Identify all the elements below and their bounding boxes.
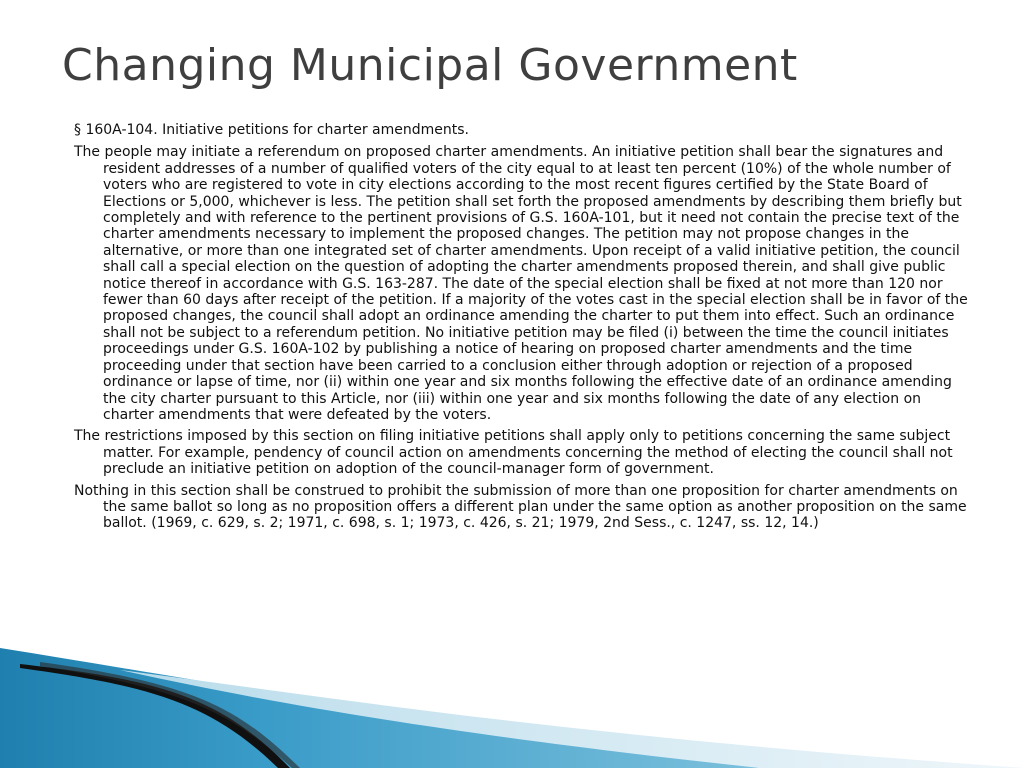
decorative-swoosh [0,640,1024,768]
statute-heading: § 160A-104. Initiative petitions for charter amendments. [74,122,469,138]
paragraph-2: The restrictions imposed by this section on filing initiative petitions shall apply only to petitions concerning the same subject matter. For example, pendency of council action on amendments concerning the method of electing the council shall not preclude an initiative petition on adoption of the council-manager form of government. [74,428,953,478]
paragraph-1: The people may initiate a referendum on proposed charter amendments. An initiative petition shall bear the signatures and resident addresses of a number of qualified voters of the city equal to at least ten percent (10%) of the whole number of voters who are registered to vote in city elections according to the most recent figures certified by the State Board of Elections or 5,000, whichever is less. The petition shall set forth the proposed amendments by describing them briefly but completely and with reference to the pertinent provisions of G.S. 160A-101, but it need not contain the precise text of the charter amendments necessary to implement the proposed changes. The petition may not propose changes in the alternative, or more than one integrated set of charter amendments. Upon receipt of a valid initiative petition, the council shall call a special election on the question of adopting the charter amendments proposed therein, and shall give public notice thereof in accordance with G.S. 163-287. The date of the special election shall be fixed at not more than 120 nor fewer than 60 days after receipt of the petition. If a majority of the votes cast in the special election shall be in favor of the proposed changes, the council shall adopt an ordinance amending the charter to put them into effect. Such an ordinance shall not be subject to a referendum petition. No initiative petition may be filed (i) between the time the council initiates proceedings under G.S. 160A-102 by publishing a notice of hearing on proposed charter amendments and the time proceeding under that section have been carried to a conclusion either through adoption or rejection of a proposed ordinance or lapse of time, nor (ii) within one year and six months following the effective date of an ordinance amending the city charter pursuant to this Article, nor (iii) within one year and six months following the date of any election on charter amendments that were defeated by the voters. [74,144,968,423]
slide-title: Changing Municipal Government [62,40,798,91]
paragraph-3: Nothing in this section shall be construed to prohibit the submission of more than one proposition for charter amendments on the same ballot so long as no proposition offers a different plan under the same option as another proposition on the same ballot. (1969, c. 629, s. 2; 1971, c. 698, s. 1; 1973, c. 426, s. 21; 1979, 2nd Sess., c. 1247, ss. 12, 14.) [74,482,967,532]
slide-body [74,122,968,537]
